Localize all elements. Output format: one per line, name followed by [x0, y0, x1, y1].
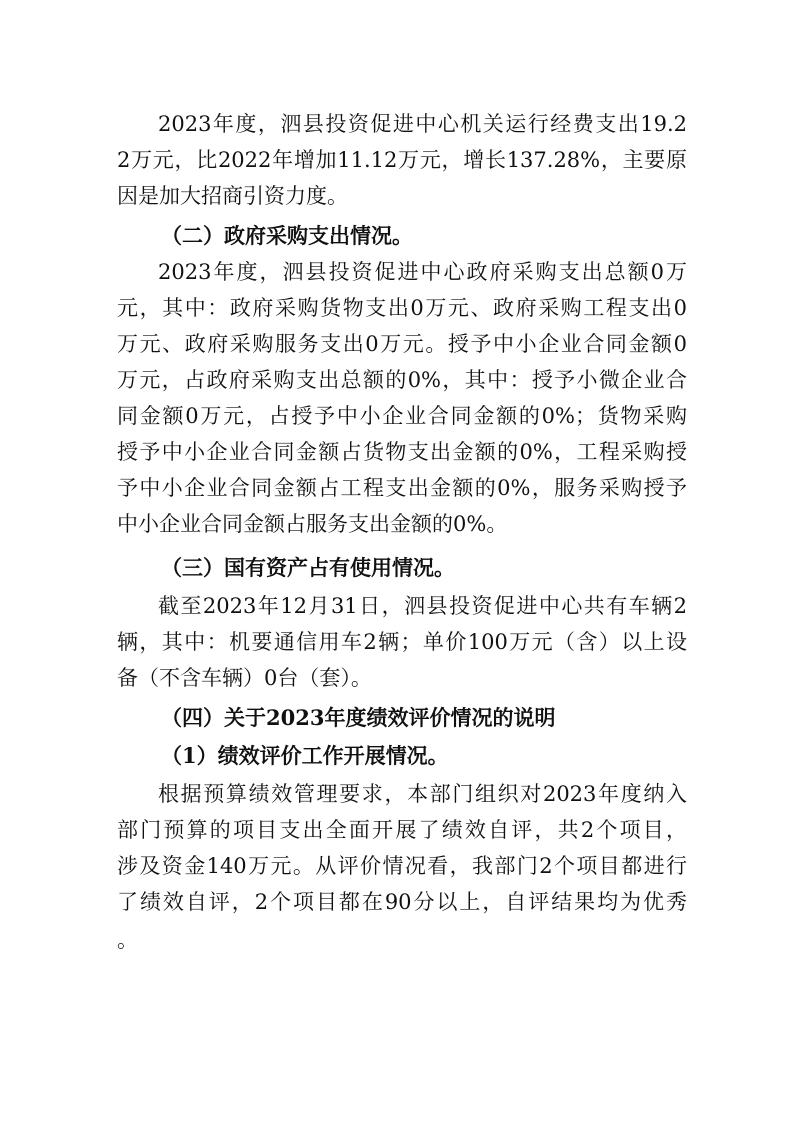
section-heading: （四）关于2023年度绩效评价情况的说明 [161, 705, 556, 730]
paragraph-line: 同金额0万元，占授予中小企业合同金额的0%；货物采购 [117, 404, 687, 428]
paragraph-line: 2023年度，泗县投资促进中心机关运行经费支出19.2 [158, 112, 687, 136]
paragraph-line: 涉及资金140万元。从评价情况看，我部门2个项目都进行 [117, 854, 687, 878]
paragraph-line: 授予中小企业合同金额占货物支出金额的0%，工程采购授 [117, 440, 687, 464]
section-heading: （三）国有资产占有使用情况。 [161, 555, 455, 580]
paragraph-line: 因是加大招商引资力度。 [117, 184, 348, 208]
paragraph-line: 2023年度，泗县投资促进中心政府采购支出总额0万 [158, 260, 687, 284]
paragraph-line: 截至2023年12月31日，泗县投资促进中心共有车辆2 [158, 594, 687, 618]
paragraph-line: 备（不含车辆）0台（套）。 [117, 666, 372, 690]
paragraph-line: 万元、政府采购服务支出0万元。授予中小企业合同金额0 [117, 332, 687, 356]
paragraph-line: 2万元，比2022年增加11.12万元，增长137.28%，主要原 [117, 148, 687, 172]
paragraph-line: 部门预算的项目支出全面开展了绩效自评，共2个项目， [117, 818, 687, 842]
section-heading: （二）政府采购支出情况。 [161, 223, 413, 248]
paragraph-line: 。 [117, 928, 138, 952]
paragraph-line: 辆，其中：机要通信用车2辆；单价100万元（含）以上设 [117, 630, 687, 654]
subsection-heading: （1）绩效评价工作开展情况。 [161, 743, 449, 768]
paragraph-line: 中小企业合同金额占服务支出金额的0%。 [117, 512, 508, 536]
paragraph-line: 元，其中：政府采购货物支出0万元、政府采购工程支出0 [117, 296, 687, 320]
paragraph-line: 根据预算绩效管理要求，本部门组织对2023年度纳入 [158, 782, 687, 806]
paragraph-line: 万元，占政府采购支出总额的0%，其中：授予小微企业合 [117, 368, 687, 392]
paragraph-line: 予中小企业合同金额占工程支出金额的0%，服务采购授予 [117, 476, 687, 500]
paragraph-line: 了绩效自评，2个项目都在90分以上，自评结果均为优秀 [117, 890, 687, 914]
